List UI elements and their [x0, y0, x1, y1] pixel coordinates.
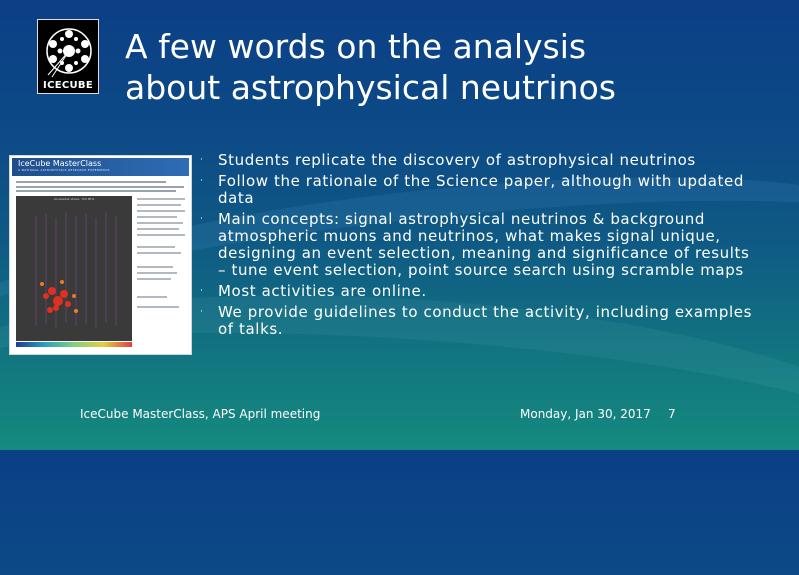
bullet-marker: · — [200, 155, 204, 165]
bullet-marker: · — [200, 307, 204, 317]
icecube-logo-graphic — [38, 20, 100, 82]
screenshot-side-text — [137, 306, 179, 308]
screenshot-event-display — [16, 196, 132, 341]
bullet-text: Main concepts: signal astrophysical neutrinos & background atmospheric muons and neutrinos, what makes signal unique, designing an event selection, meaning and significance of results – tune event selection, point source search using scramble maps — [218, 210, 750, 279]
title-line-1: A few words on the analysis — [125, 27, 587, 66]
screenshot-side-text — [137, 296, 167, 298]
bullet-item — [200, 283, 760, 300]
bullet-item — [200, 304, 760, 338]
logo-text: ICECUBE — [43, 80, 93, 91]
bullet-text: Students replicate the discovery of astrophysical neutrinos — [218, 151, 696, 169]
screenshot-plot-label: Accessible Views: 704 MHz — [53, 197, 95, 201]
screenshot-side-text — [137, 222, 183, 224]
screenshot-header — [12, 158, 189, 176]
screenshot-color-scale — [16, 342, 132, 347]
bullet-text: Most activities are online. — [218, 282, 427, 300]
screenshot-header-subtitle: A NATIONAL ASTROPHYSICS RESEARCH EXPERIENCE — [18, 168, 110, 172]
screenshot-text-line — [16, 190, 176, 192]
screenshot-side-text — [137, 210, 185, 212]
page-number: 7 — [668, 407, 676, 421]
screenshot-header-title: IceCube MasterClass — [18, 159, 102, 168]
bullet-marker: · — [200, 176, 204, 186]
screenshot-text-line — [16, 186, 184, 188]
screenshot-text-line — [16, 181, 166, 183]
bullet-text: Follow the rationale of the Science paper, although with updated data — [218, 172, 744, 207]
bullet-marker: · — [200, 214, 204, 224]
screenshot-side-text — [137, 228, 179, 230]
bullet-text: We provide guidelines to conduct the activity, including examples of talks. — [218, 303, 752, 338]
event-display-graphic — [16, 196, 132, 341]
bullet-item — [200, 173, 760, 207]
screenshot-side-text — [137, 278, 171, 280]
bullet-marker: · — [200, 286, 204, 296]
screenshot-side-text — [137, 246, 175, 248]
screenshot-side-text — [137, 266, 173, 268]
icecube-logo — [37, 19, 99, 94]
bullet-item — [200, 152, 760, 169]
screenshot-side-text — [137, 272, 177, 274]
masterclass-website-screenshot — [9, 155, 192, 355]
slide-title — [125, 26, 775, 108]
bullet-item — [200, 211, 760, 279]
bullet-list — [200, 152, 760, 342]
screenshot-side-text — [137, 252, 181, 254]
screenshot-side-text — [137, 216, 177, 218]
footer-date: Monday, Jan 30, 2017 — [520, 407, 651, 421]
screenshot-side-text — [137, 204, 181, 206]
screenshot-side-text — [137, 234, 185, 236]
screenshot-side-text — [137, 198, 185, 200]
title-line-2: about astrophysical neutrinos — [125, 68, 616, 107]
footer-event: IceCube MasterClass, APS April meeting — [80, 407, 321, 421]
